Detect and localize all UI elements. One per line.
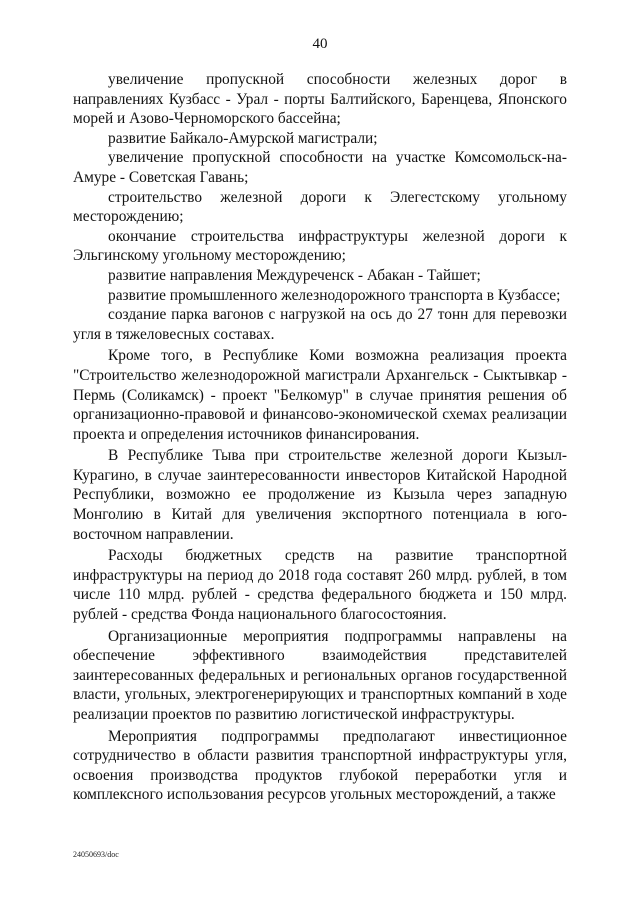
list-item-1: увеличение пропускной способности железных дорог в направлениях Кузбасс - Урал - порты Балтийского, Баренцева, Японского морей и Азово-Черноморского бассейна; bbox=[73, 71, 567, 128]
list-item-3: увеличение пропускной способности на участке Комсомольск-на-Амуре - Советская Гавань; bbox=[73, 149, 567, 186]
list-item-4: строительство железной дороги к Элегестскому угольному месторождению; bbox=[73, 188, 567, 226]
paragraph-organizational: Организационные мероприятия подпрограммы направлены на обеспечение эффективного взаимодействия представителей заинтересованных федеральных и региональных органов государственной власти, угольных, электрогенерирующих и транспортных компаний в ходе реализации проектов по развитию логистической инфраструктуры. bbox=[73, 627, 567, 723]
list-item-7: развитие промышленного железнодорожного транспорта в Кузбассе; bbox=[108, 286, 561, 304]
list-item-8: создание парка вагонов с нагрузкой на ось до 27 тонн для перевозки угля в тяжеловесных составах. bbox=[73, 306, 567, 343]
paragraph-tyva: В Республике Тыва при строительстве железной дороги Кызыл-Курагино, в случае заинтересованности инвесторов Китайской Народной Республики, возможно ее продолжение из Кызыла через западную Монголию в Китай для увеличения экспортного потенциала в юго-восточном направлении. bbox=[73, 447, 567, 543]
list-item-5: окончание строительства инфраструктуры железной дороги к Эльгинскому угольному месторождению; bbox=[73, 227, 567, 265]
document-code: 24050693/doc bbox=[73, 850, 119, 859]
paragraph-budget: Расходы бюджетных средств на развитие транспортной инфраструктуры на период до 2018 года составят 260 млрд. рублей, в том числе 110 млрд. рублей - средства федерального бюджета и 150 млрд. рублей - средства Фонда национального благосостояния. bbox=[73, 547, 567, 624]
document-body bbox=[73, 70, 567, 805]
paragraph-investment: Мероприятия подпрограммы предполагают инвестиционное сотрудничество в области развития транспортной инфраструктуры угля, освоения производства продуктов глубокой переработки угля и комплексного использования ресурсов угольных месторождений, а также bbox=[73, 727, 567, 804]
list-item-6: развитие направления Междуреченск - Абакан - Тайшет; bbox=[108, 266, 481, 284]
page-number: 40 bbox=[312, 36, 328, 52]
paragraph-komi: Кроме того, в Республике Коми возможна реализация проекта "Строительство железнодорожной магистрали Архангельск - Сыктывкар - Пермь (Соликамск) - проект "Белкомур" в случае принятия решения об организационно-правовой и финансово-экономической схемах реализации проекта и определения источников финансирования. bbox=[73, 347, 567, 443]
list-item-2: развитие Байкало-Амурской магистрали; bbox=[108, 129, 378, 147]
